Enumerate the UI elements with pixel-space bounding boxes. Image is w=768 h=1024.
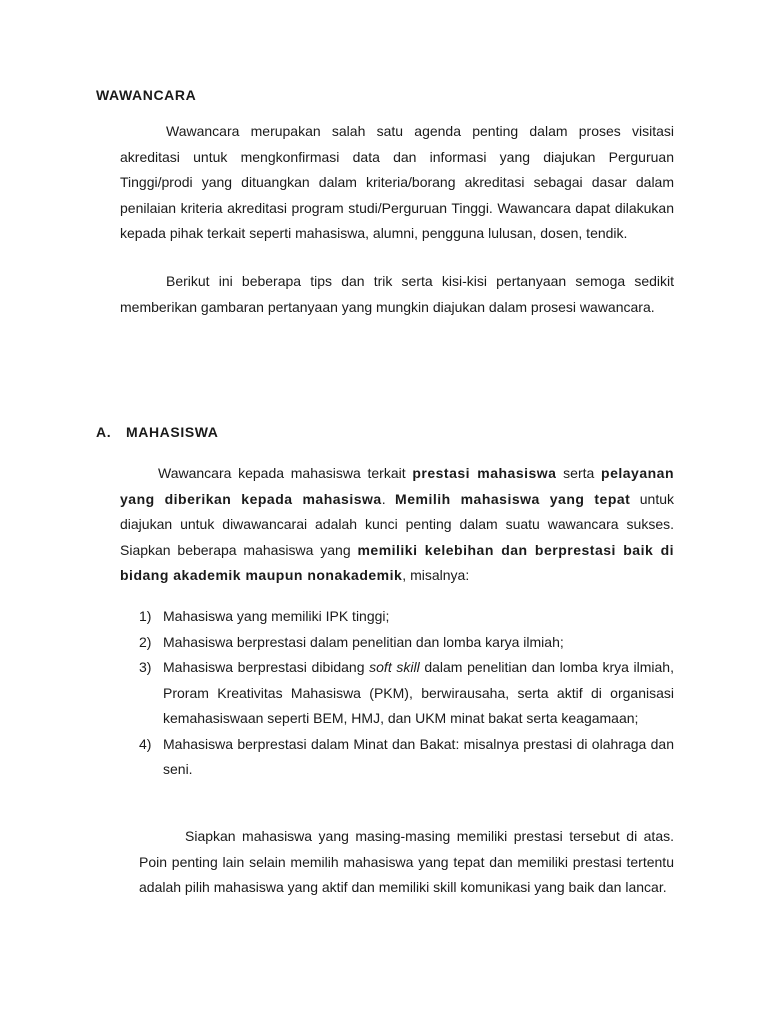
- list-item: [139, 732, 674, 783]
- section-a-number: A.: [96, 424, 112, 440]
- para-text: Wawancara kepada mahasiswa terkait: [158, 465, 413, 481]
- list-item-text-part: dalam penelitian dan lomba krya ilmiah, Proram Kreativitas Mahasiswa (PKM), berwirausaha, serta aktif di organisasi kemahasiswaan seperti BEM, HMJ, dan UKM minat bakat serta keagamaan;: [163, 659, 674, 726]
- list-item-number: 2): [139, 633, 152, 650]
- list-item-text: Mahasiswa yang memiliki IPK tinggi;: [163, 608, 390, 624]
- section-a-paragraph: [120, 461, 674, 589]
- list-item-text: Mahasiswa berprestasi dalam penelitian dan lomba karya ilmiah;: [163, 633, 564, 650]
- list-item-number: 3): [139, 659, 152, 675]
- closing-paragraph: [139, 824, 674, 901]
- para-text: .: [381, 490, 396, 507]
- list-item-text: [163, 655, 674, 732]
- para-text: serta: [556, 465, 602, 481]
- intro-paragraph-1-text: Wawancara merupakan salah satu agenda penting dalam proses visitasi akreditasi untuk mengkonfirmasi data dan informasi yang diajukan Perguruan Tinggi/prodi yang dituangkan dalam kriteria/borang akreditasi sebagai dasar dalam penilaian kriteria akreditasi program studi/Perguruan Tinggi. Wawancara dapat dilakukan kepada pihak terkait seperti mahasiswa, alumni, pengguna lulusan, dosen, tendik.: [120, 123, 674, 241]
- para-bold-text: prestasi mahasiswa: [412, 465, 557, 481]
- section-a-title: MAHASISWA: [126, 424, 219, 440]
- list-item-number: 4): [139, 735, 152, 752]
- list-item-text: Mahasiswa berprestasi dalam Minat dan Bakat: misalnya prestasi di olahraga dan seni.: [163, 735, 674, 777]
- document-title: WAWANCARA: [96, 87, 197, 103]
- para-bold-text: Memilih mahasiswa yang tepat: [395, 490, 631, 507]
- section-a-heading: [96, 424, 219, 440]
- para-text: untuk diajukan untuk diwawancarai adalah kunci penting dalam suatu wawancara sukses. Siapkan beberapa mahasiswa yang: [120, 490, 675, 558]
- student-criteria-list: [139, 604, 674, 783]
- list-item: [139, 655, 674, 732]
- intro-paragraph-2-text: Berikut ini beberapa tips dan trik serta kisi-kisi pertanyaan semoga sedikit memberikan gambaran pertanyaan yang mungkin diajukan dalam prosesi wawancara.: [120, 273, 674, 315]
- intro-paragraph-1: [120, 119, 674, 247]
- intro-paragraph-2: [120, 269, 674, 320]
- closing-paragraph-text: Siapkan mahasiswa yang masing-masing memiliki prestasi tersebut di atas. Poin penting lain selain memilih mahasiswa yang tepat dan memiliki prestasi tertentu adalah pilih mahasiswa yang aktif dan memiliki skill komunikasi yang baik dan lancar.: [139, 828, 674, 895]
- list-item: [139, 630, 674, 656]
- list-item-text-part: Mahasiswa berprestasi dibidang: [163, 659, 370, 675]
- para-bold-text: pelayanan yang diberikan kepada mahasiswa: [120, 465, 675, 507]
- para-bold-text: memiliki kelebihan dan berprestasi baik di bidang akademik maupun nonakademik: [120, 541, 675, 583]
- list-item-italic-text: soft skill: [369, 659, 420, 675]
- para-text: , misalnya:: [402, 567, 470, 583]
- list-item: [139, 604, 674, 630]
- list-item-number: 1): [139, 608, 152, 624]
